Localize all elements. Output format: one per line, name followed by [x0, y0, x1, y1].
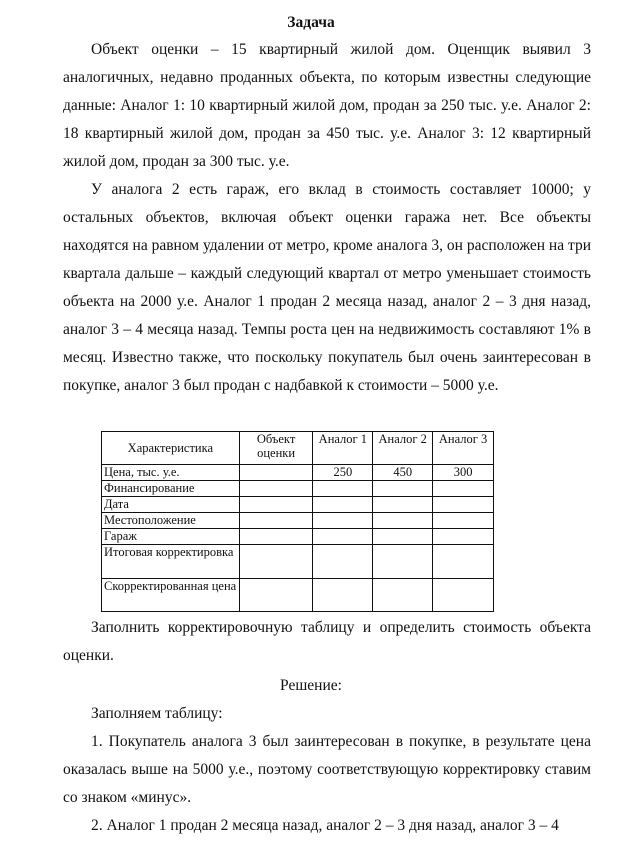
paragraph-intro: Объект оценки – 15 квартирный жилой дом. Оценщик выявил 3 аналогичных, недавно проданных объекта, по которым известны следующие данные: Аналог 1: 10 квартирный жилой дом, продан за 250 тыс. у.е. Аналог 2: 18 квартирный жилой дом, продан за 450 тыс. у.е. Аналог 3: 12 квартирный жилой дом, продан за 300 тыс. у.е. [63, 41, 591, 170]
table-cell [433, 579, 494, 612]
header-analog-3: Аналог 3 [433, 432, 494, 465]
table-cell [313, 579, 373, 612]
table-row [102, 481, 494, 497]
table-cell [373, 481, 433, 497]
table-cell [433, 513, 494, 529]
table-cell [313, 481, 373, 497]
table-cell [433, 481, 494, 497]
table-cell [239, 579, 313, 612]
table-cell [433, 497, 494, 513]
table-cell [373, 579, 433, 612]
solution-step-1: 1. Покупатель аналога 3 был заинтересован в покупке, в результате цена оказалась выше на 5000 у.е., поэтому соответствующую корректировку ставим со знаком «минус». [63, 733, 591, 806]
paragraph-conditions: У аналога 2 есть гараж, его вклад в стоимость составляет 10000; у остальных объектов, включая объект оценки гаража нет. Все объекты находятся на равном удалении от метро, кроме аналога 3, он расположен на три квартала дальше – каждый следующий квартал от метро уменьшает стоимость объекта на 2000 у.е. Аналог 1 продан 2 месяца назад, аналог 2 – 3 дня назад, аналог 3 – 4 месяца назад. Темпы роста цен на недвижимость составляют 1% в месяц. Известно также, что поскольку покупатель был очень заинтересован в покупке, аналог 3 был продан с надбавкой к стоимости – 5000 у.е. [63, 181, 591, 394]
row-label: Финансирование [102, 481, 240, 497]
table-cell [239, 513, 313, 529]
task-instruction: Заполнить корректировочную таблицу и определить стоимость объекта оценки. [63, 619, 591, 664]
row-label: Цена, тыс. у.е. [102, 465, 240, 481]
row-label: Местоположение [102, 513, 240, 529]
table-cell [373, 513, 433, 529]
table-header-row [102, 432, 494, 465]
row-label: Итоговая корректировка [102, 545, 240, 579]
table-cell [433, 529, 494, 545]
table-row [102, 545, 494, 579]
table-cell [373, 497, 433, 513]
table-cell [313, 497, 373, 513]
table-row [102, 579, 494, 612]
fill-table-line: Заполняем таблицу: [91, 705, 223, 722]
table-cell [313, 545, 373, 579]
header-analog-1: Аналог 1 [313, 432, 373, 465]
table-cell [313, 529, 373, 545]
table-cell [239, 481, 313, 497]
table-cell [239, 529, 313, 545]
table-cell [239, 497, 313, 513]
table-cell [239, 545, 313, 579]
adjustment-table [101, 431, 494, 612]
table-cell [239, 465, 313, 481]
table-cell: 300 [433, 465, 494, 481]
solution-heading: Решение: [280, 677, 342, 694]
table-cell [373, 545, 433, 579]
row-label: Дата [102, 497, 240, 513]
solution-step-2: 2. Аналог 1 продан 2 месяца назад, аналог 2 – 3 дня назад, аналог 3 – 4 [91, 817, 559, 834]
header-characteristic: Характеристика [102, 432, 240, 465]
header-object: Объект оценки [239, 432, 313, 465]
table-cell [373, 529, 433, 545]
table-cell [433, 545, 494, 579]
row-label: Скорректированная цена [102, 579, 240, 612]
table-row [102, 465, 494, 481]
header-analog-2: Аналог 2 [373, 432, 433, 465]
table-cell: 450 [373, 465, 433, 481]
row-label: Гараж [102, 529, 240, 545]
table-row [102, 529, 494, 545]
document-title: Задача [287, 14, 335, 31]
table-cell: 250 [313, 465, 373, 481]
table-row [102, 497, 494, 513]
table-cell [313, 513, 373, 529]
table-row [102, 513, 494, 529]
